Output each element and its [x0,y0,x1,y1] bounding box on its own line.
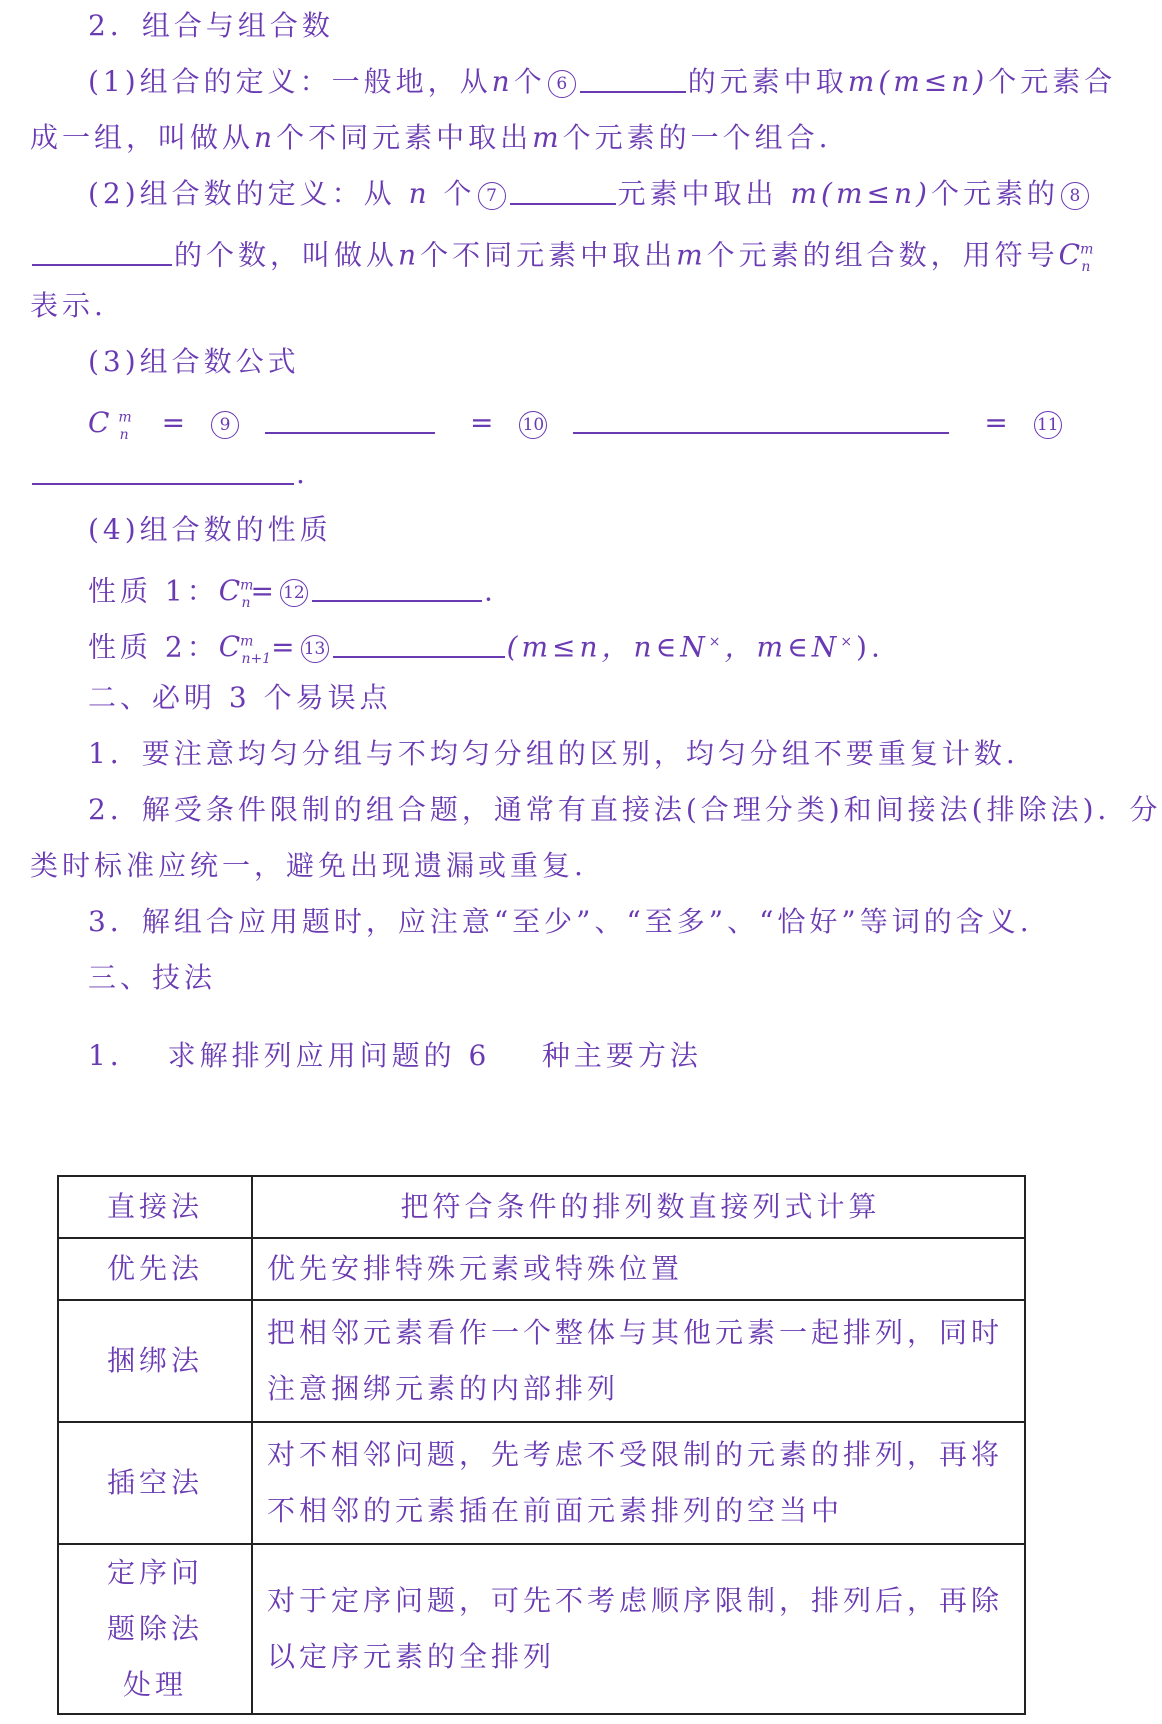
section-heading-combination: 2．组合与组合数 [88,9,334,42]
fill-blank-11[interactable] [32,457,294,485]
method-description: 把符合条件的排列数直接列式计算 [252,1176,1025,1238]
methods-heading: 1． 求解排列应用问题的 6 种主要方法 [88,1039,702,1072]
combination-definition-line2: 成一组，叫做从n个不同元素中取出m个元素的一个组合. [30,121,832,154]
properties-heading: (4)组合数的性质 [88,513,332,546]
blank-number-12: 12 [280,579,308,607]
section-heading-errors: 二、必明 3 个易误点 [88,681,392,714]
table-row [58,1544,1025,1714]
table-row [58,1300,1025,1422]
error-point-2-line2: 类时标准应统一，避免出现遗漏或重复. [30,849,587,882]
blank-number-9: 9 [211,411,239,439]
error-point-2-line1: 2．解受条件限制的组合题，通常有直接法(合理分类)和间接法(排除法)．分 [88,793,1162,826]
method-description: 优先安排特殊元素或特殊位置 [252,1238,1025,1300]
combination-definition-line1: (1)组合的定义：一般地，从n个 6 的元素中取m(m≤n)个元素合 [88,65,1117,98]
fill-blank-10[interactable] [573,406,949,434]
table-row [58,1176,1025,1238]
method-name: 直接法 [58,1176,252,1238]
methods-table [57,1175,1026,1715]
method-name: 优先法 [58,1238,252,1300]
error-point-1: 1．要注意均匀分组与不均匀分组的区别，均匀分组不要重复计数. [88,737,1019,770]
method-description: 对于定序问题，可先不考虑顺序限制，排列后，再除以定序元素的全排列 [252,1544,1025,1714]
formula-line: C $^m_n$ = 9 = 10 = 11 [88,398,1080,455]
method-name: 捆绑法 [58,1300,252,1422]
property-1: 性质 1：$C^m_n= 12$ . [88,574,497,611]
section-heading-skills: 三、技法 [88,961,217,994]
method-description: 把相邻元素看作一个整体与其他元素一起排列，同时注意捆绑元素的内部排列 [252,1300,1025,1422]
property-2: 性质 2：$C^m_{n+1}= 13$ (m≤n，n∈N×，m∈N×). [88,630,884,667]
blank-number-13: 13 [301,635,329,663]
blank-number-11: 11 [1034,411,1062,439]
error-point-3: 3．解组合应用题时，应注意“至少”、“至多”、“恰好”等词的含义. [88,905,1033,938]
combination-number-definition-line3: 表示. [30,289,107,322]
table-row [58,1422,1025,1544]
fill-blank-13[interactable] [333,630,505,658]
blank-number-8: 8 [1061,182,1089,210]
blank-number-6: 6 [548,70,576,98]
fill-blank-12[interactable] [312,574,482,602]
method-description: 对不相邻问题，先考虑不受限制的元素的排列，再将不相邻的元素插在前面元素排列的空当中 [252,1422,1025,1544]
combination-symbol: $C^m_n$ [1058,238,1094,275]
method-name: 插空法 [58,1422,252,1544]
combination-number-definition-line2: 的个数，叫做从n个不同元素中取出m个元素的组合数，用符号$C^m_n$ [30,230,1080,287]
formula-heading: (3)组合数公式 [88,345,300,378]
fill-blank-7[interactable] [510,177,616,205]
formula-continuation: . [30,454,1080,494]
blank-number-10: 10 [519,411,547,439]
blank-number-7: 7 [478,182,506,210]
table-row [58,1238,1025,1300]
property-2-symbol: $C^m_{n+1}$ [218,630,272,667]
fill-blank-6[interactable] [580,65,686,93]
fill-blank-9[interactable] [265,406,435,434]
combination-number-definition-line1: (2)组合数的定义：从 n 个 7 元素中取出 m(m≤n)个元素的 8 [88,174,1080,214]
method-name: 定序问题除法处理 [58,1544,252,1714]
formula-lhs: C $^m_n$ [88,406,132,443]
fill-blank-8[interactable] [32,238,172,266]
property-1-symbol: $C^m_n$ [218,574,254,611]
